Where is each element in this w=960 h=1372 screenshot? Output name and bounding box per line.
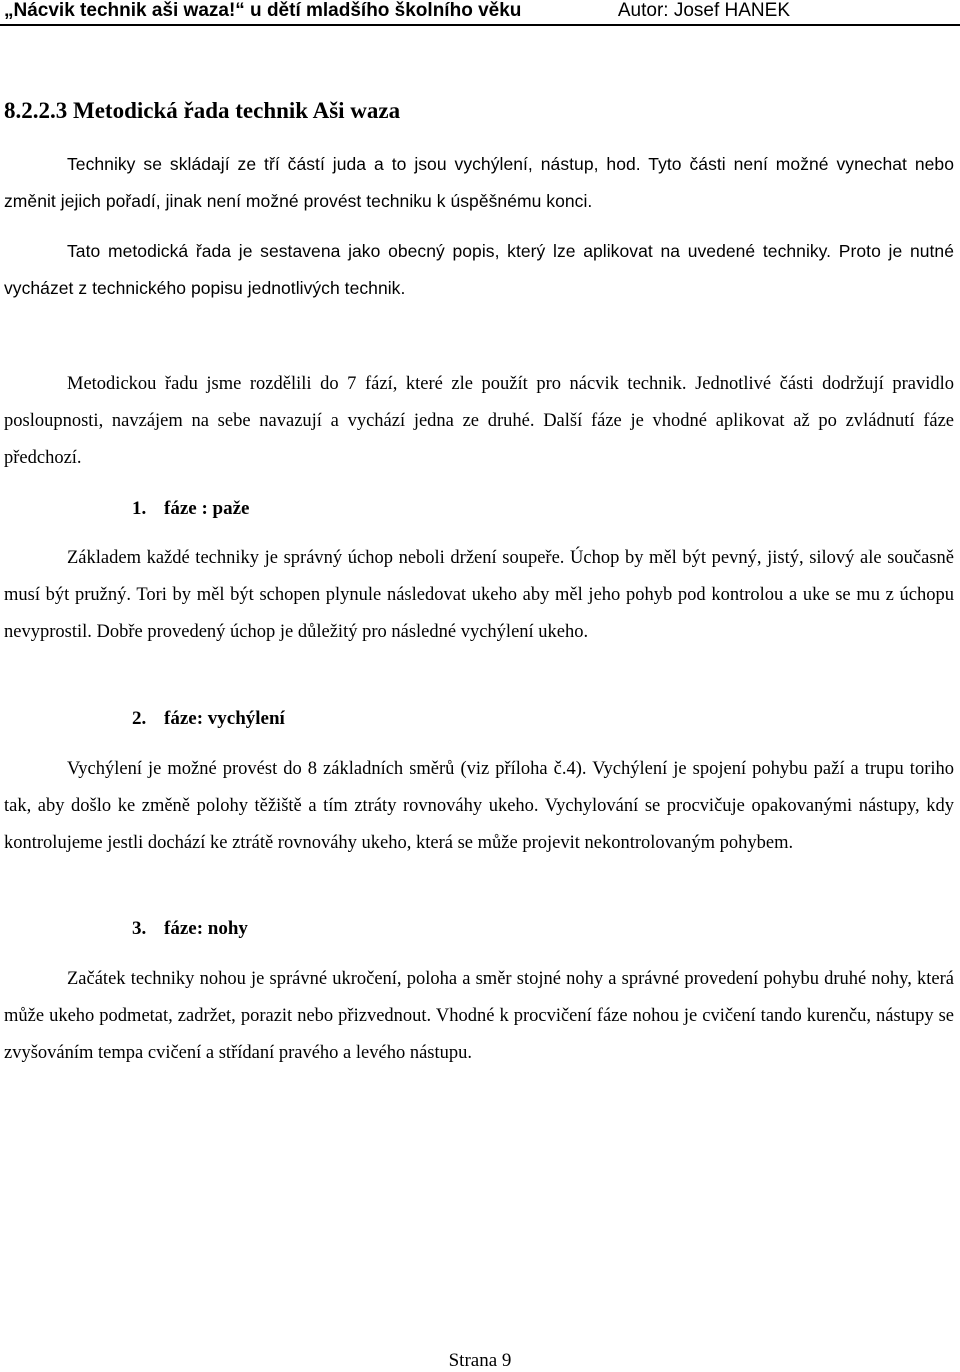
phase-heading-3: [132, 918, 248, 940]
paragraph-phases-intro: Metodickou řadu jsme rozdělili do 7 fází, které zle použít pro nácvik technik. Jednotlivé části dodržují pravidlo posloupnosti, navzájem na sebe navazují a vychází jedna ze druhé. Další fáze je vhodné aplikovat až po zvládnutí fáze předchozí.: [4, 374, 954, 468]
phase-text-2: Vychýlení je možné provést do 8 základních směrů (viz příloha č.4). Vychýlení je spojení pohybu paží a trupu toriho tak, aby došlo ke změně polohy těžiště a tím ztráty rovnováhy ukeho. Vychylování se procvičuje opakovanými nástupy, kdy kontrolujeme jestli dochází ke ztrátě rovnováhy ukeho, která se může projevit nekontrolovaným pohybem.: [4, 759, 954, 853]
phase-title: fáze: nohy: [164, 918, 248, 939]
paragraph-parts: Techniky se skládají ze tří částí juda a to jsou vychýlení, nástup, hod. Tyto části není možné vynechat nebo změnit jejich pořadí, jinak není možné provést techniku k úspěšnému konci.: [4, 154, 954, 211]
phase-title: fáze : paže: [164, 498, 250, 519]
document-author: Autor: Josef HANEK: [617, 0, 790, 21]
phase-number: 2.: [132, 708, 147, 729]
document-title: „Nácvik technik aši waza!“ u dětí mladšího školního věku: [4, 0, 522, 21]
phase-number: 3.: [132, 918, 147, 939]
phase-text-3: Začátek techniky nohou je správné ukročení, poloha a směr stojné nohy a správné provedení pohybu druhé nohy, která může ukeho podmetat, zadržet, porazit nebo přizvednout. Vhodné k procvičení fáze nohou je cvičení tando kurenču, nástupy se zvyšováním tempa cvičení a střídaní pravého a levého nástupu.: [4, 969, 954, 1063]
paragraph-general: Tato metodická řada je sestavena jako obecný popis, který lze aplikovat na uvedené techniky. Proto je nutné vycházet z technického popisu jednotlivých technik.: [4, 241, 954, 298]
phase-number: 1.: [132, 498, 147, 519]
phase-title: fáze: vychýlení: [164, 708, 285, 729]
phase-text-1: Základem každé techniky je správný úchop neboli držení soupeře. Úchop by měl být pevný, jistý, silový ale současně musí být pružný. Tori by měl být schopen plynule následovat ukeho aby měl jeho pohyb pod kontrolou a uke se mu z úchopu nevyprostil. Dobře provedený úchop je důležitý pro následné vychýlení ukeho.: [4, 548, 954, 642]
phase-heading-1: [132, 498, 249, 520]
phase-heading-2: [132, 708, 285, 730]
page-number: Strana 9: [448, 1350, 512, 1371]
section-heading: 8.2.2.3 Metodická řada technik Aši waza: [4, 98, 401, 123]
page-header: [0, 0, 960, 26]
